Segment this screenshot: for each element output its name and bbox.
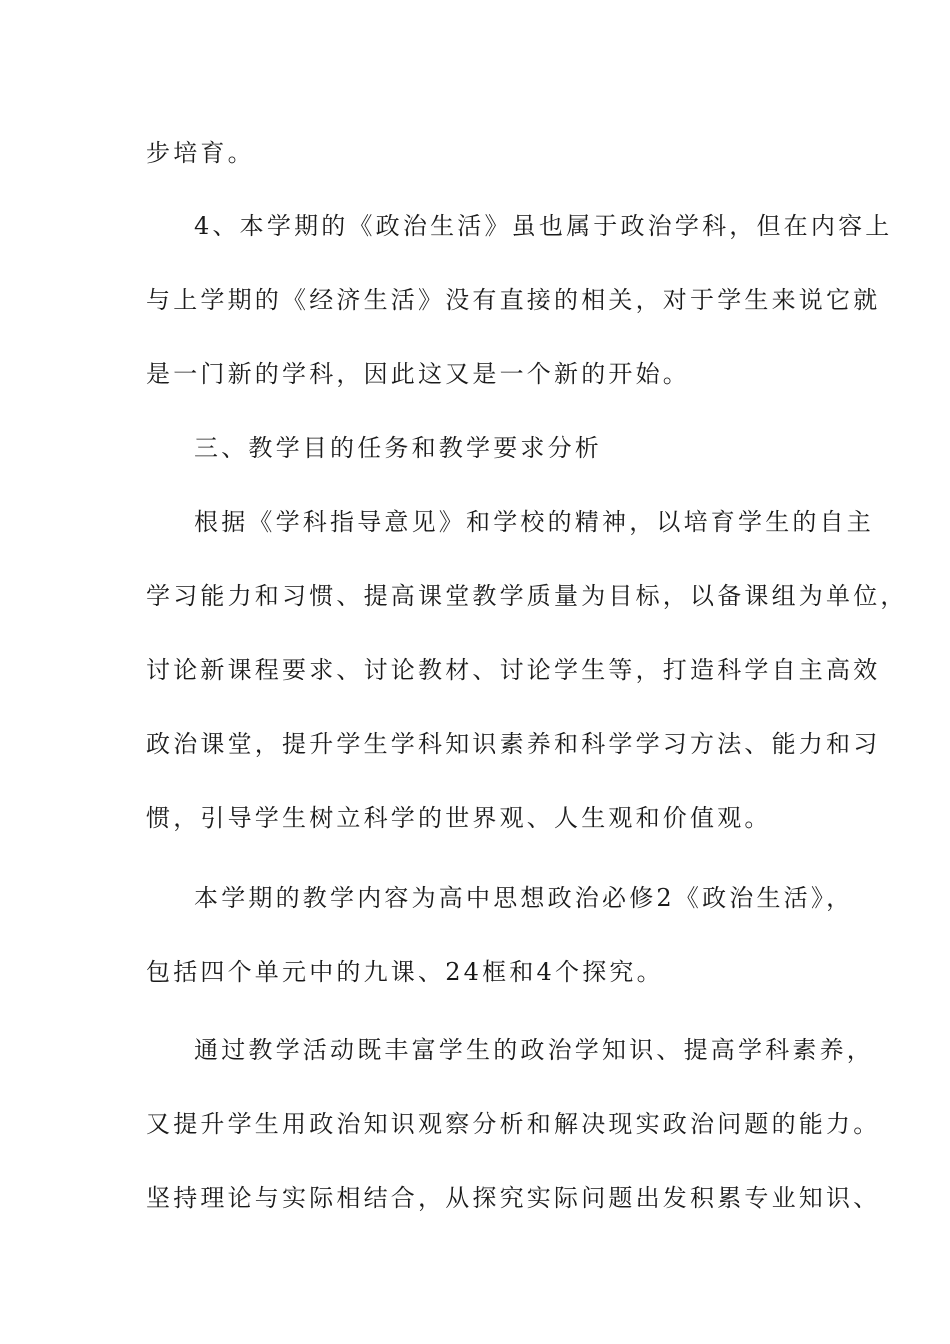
paragraph-line: 本学期的教学内容为高中思想政治必修2《政治生活》，	[194, 884, 854, 912]
text-line: 包括四个单元中的九课、24框和4个探究。	[146, 958, 664, 986]
text-line: 政治课堂，提升学生学科知识素养和科学学习方法、能力和习	[146, 730, 881, 758]
text-line: 是一门新的学科，因此这又是一个新的开始。	[146, 360, 690, 388]
paragraph-line: 4、本学期的《政治生活》虽也属于政治学科，但在内容上	[194, 212, 893, 240]
text-line: 惯，引导学生树立科学的世界观、人生观和价值观。	[146, 804, 772, 832]
text-line: 又提升学生用政治知识观察分析和解决现实政治问题的能力。	[146, 1110, 881, 1138]
section-heading: 三、教学目的任务和教学要求分析	[194, 434, 602, 462]
text-line: 学习能力和习惯、提高课堂教学质量为目标，以备课组为单位，	[146, 582, 908, 610]
paragraph-line: 通过教学活动既丰富学生的政治学知识、提高学科素养，	[194, 1036, 874, 1064]
text-line: 步培育。	[146, 139, 255, 167]
text-line: 与上学期的《经济生活》没有直接的相关，对于学生来说它就	[146, 286, 881, 314]
paragraph-line: 根据《学科指导意见》和学校的精神，以培育学生的自主	[194, 508, 874, 536]
text-line: 坚持理论与实际相结合，从探究实际问题出发积累专业知识、	[146, 1184, 881, 1212]
text-line: 讨论新课程要求、讨论教材、讨论学生等，打造科学自主高效	[146, 656, 881, 684]
